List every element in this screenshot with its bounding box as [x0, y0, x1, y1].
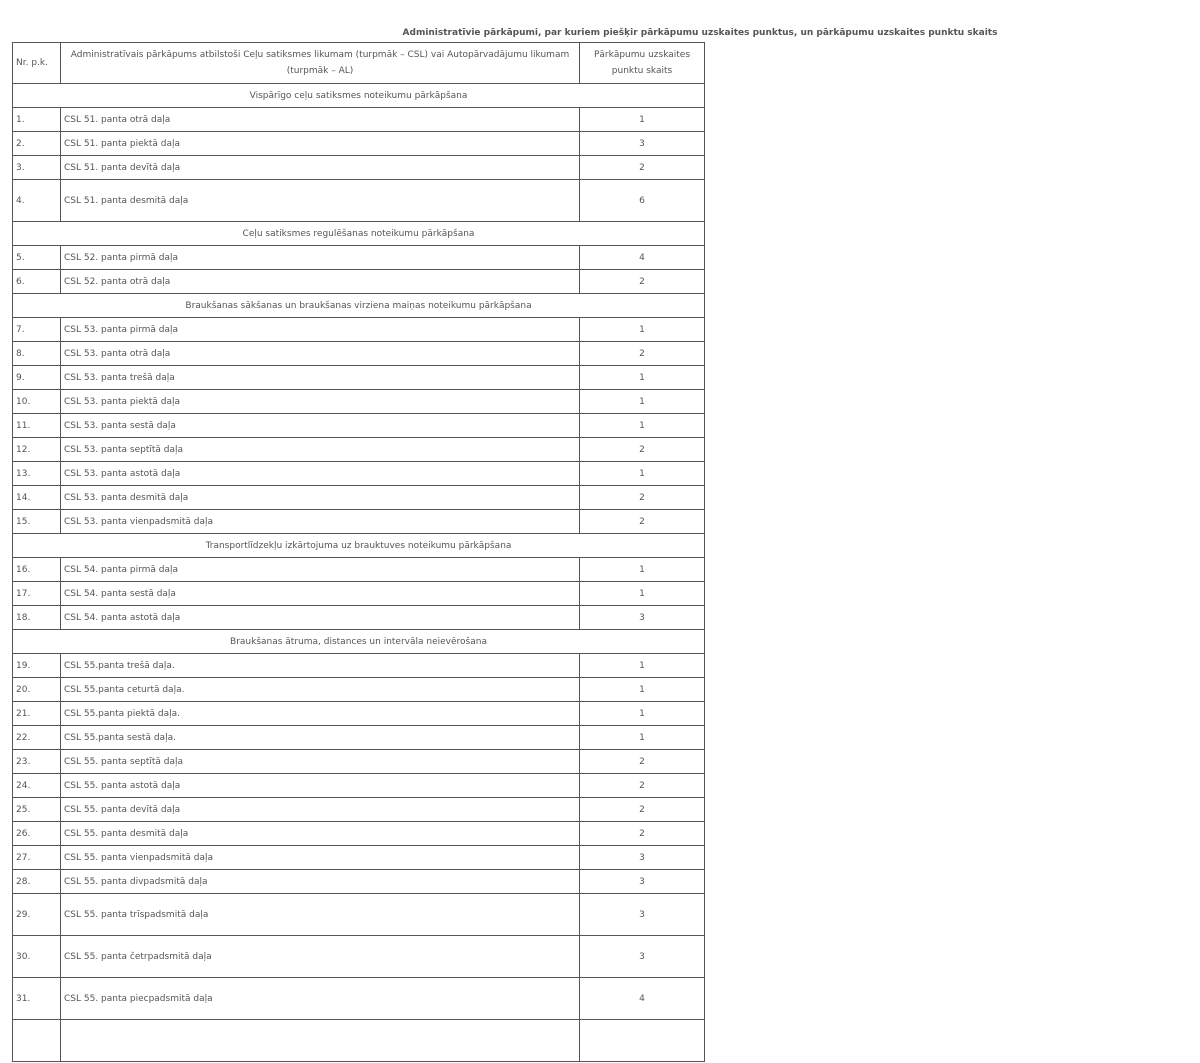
table-row — [13, 510, 705, 534]
offense-cell: CSL 55. panta septītā daļa — [61, 750, 580, 774]
table-row — [13, 774, 705, 798]
table-row — [13, 846, 705, 870]
offense-cell: CSL 55.panta ceturtā daļa. — [61, 678, 580, 702]
row-number — [13, 1020, 61, 1062]
points-cell: 2 — [580, 270, 705, 294]
offense-cell: CSL 55. panta trīspadsmitā daļa — [61, 894, 580, 936]
table-row — [13, 246, 705, 270]
row-number: 17. — [13, 582, 61, 606]
section-heading: Vispārīgo ceļu satiksmes noteikumu pārkāpšana — [13, 84, 705, 108]
offense-cell: CSL 53. panta sestā daļa — [61, 414, 580, 438]
offense-cell: CSL 53. panta astotā daļa — [61, 462, 580, 486]
points-cell: 2 — [580, 510, 705, 534]
offense-cell: CSL 51. panta devītā daļa — [61, 156, 580, 180]
offense-cell: CSL 55.panta sestā daļa. — [61, 726, 580, 750]
section-heading-row — [13, 222, 705, 246]
row-number: 4. — [13, 180, 61, 222]
points-cell: 2 — [580, 156, 705, 180]
offense-cell: CSL 53. panta pirmā daļa — [61, 318, 580, 342]
points-cell: 1 — [580, 318, 705, 342]
row-number: 1. — [13, 108, 61, 132]
offense-cell: CSL 53. panta trešā daļa — [61, 366, 580, 390]
table-row — [13, 936, 705, 978]
table-row — [13, 558, 705, 582]
row-number: 27. — [13, 846, 61, 870]
section-heading-row — [13, 534, 705, 558]
points-cell: 1 — [580, 702, 705, 726]
offense-cell: CSL 51. panta otrā daļa — [61, 108, 580, 132]
points-cell: 1 — [580, 390, 705, 414]
table-row — [13, 438, 705, 462]
offense-cell: CSL 54. panta pirmā daļa — [61, 558, 580, 582]
section-heading-row — [13, 294, 705, 318]
row-number: 11. — [13, 414, 61, 438]
table-row — [13, 606, 705, 630]
offense-cell: CSL 53. panta desmitā daļa — [61, 486, 580, 510]
table-row — [13, 582, 705, 606]
row-number: 12. — [13, 438, 61, 462]
table-row — [13, 270, 705, 294]
row-number: 6. — [13, 270, 61, 294]
offense-cell: CSL 55. panta piecpadsmitā daļa — [61, 978, 580, 1020]
table-row — [13, 702, 705, 726]
row-number: 18. — [13, 606, 61, 630]
offense-cell: CSL 51. panta desmitā daļa — [61, 180, 580, 222]
table-row — [13, 1020, 705, 1062]
table-row — [13, 108, 705, 132]
points-cell: 3 — [580, 870, 705, 894]
section-heading: Braukšanas ātruma, distances un intervāla neievērošana — [13, 630, 705, 654]
row-number: 23. — [13, 750, 61, 774]
table-row — [13, 870, 705, 894]
points-cell: 1 — [580, 654, 705, 678]
points-cell: 1 — [580, 582, 705, 606]
offense-cell: CSL 53. panta otrā daļa — [61, 342, 580, 366]
points-cell: 1 — [580, 414, 705, 438]
table-row — [13, 132, 705, 156]
points-cell: 2 — [580, 798, 705, 822]
header-offense: Administratīvais pārkāpums atbilstoši Ceļu satiksmes likumam (turpmāk – CSL) vai Autopārvadājumu likumam (turpmāk – AL) — [61, 43, 580, 84]
table-row — [13, 978, 705, 1020]
row-number: 15. — [13, 510, 61, 534]
points-cell: 1 — [580, 726, 705, 750]
points-cell: 3 — [580, 132, 705, 156]
table-row — [13, 462, 705, 486]
row-number: 3. — [13, 156, 61, 180]
points-cell: 3 — [580, 936, 705, 978]
row-number: 19. — [13, 654, 61, 678]
row-number: 30. — [13, 936, 61, 978]
offense-cell: CSL 55. panta četrpadsmitā daļa — [61, 936, 580, 978]
section-heading: Ceļu satiksmes regulēšanas noteikumu pārkāpšana — [13, 222, 705, 246]
table-header-row — [13, 43, 705, 84]
points-cell: 4 — [580, 246, 705, 270]
row-number: 8. — [13, 342, 61, 366]
points-cell: 1 — [580, 462, 705, 486]
offense-cell: CSL 53. panta vienpadsmitā daļa — [61, 510, 580, 534]
row-number: 31. — [13, 978, 61, 1020]
row-number: 22. — [13, 726, 61, 750]
table-row — [13, 894, 705, 936]
points-cell: 2 — [580, 486, 705, 510]
table-row — [13, 654, 705, 678]
section-heading: Braukšanas sākšanas un braukšanas virziena maiņas noteikumu pārkāpšana — [13, 294, 705, 318]
offense-cell: CSL 55.panta piektā daļa. — [61, 702, 580, 726]
offense-cell: CSL 55. panta divpadsmitā daļa — [61, 870, 580, 894]
header-points: Pārkāpumu uzskaites punktu skaits — [580, 43, 705, 84]
offense-cell: CSL 54. panta sestā daļa — [61, 582, 580, 606]
row-number: 16. — [13, 558, 61, 582]
points-cell: 2 — [580, 342, 705, 366]
table-body — [13, 84, 705, 1062]
table-row — [13, 366, 705, 390]
offense-cell: CSL 55.panta trešā daļa. — [61, 654, 580, 678]
row-number: 28. — [13, 870, 61, 894]
points-cell: 1 — [580, 366, 705, 390]
document-title: Administratīvie pārkāpumi, par kuriem piešķir pārkāpumu uzskaites punktus, un pārkāpumu uzskaites punktu skaits — [402, 28, 998, 38]
row-number: 26. — [13, 822, 61, 846]
section-heading-row — [13, 630, 705, 654]
table-row — [13, 390, 705, 414]
row-number: 7. — [13, 318, 61, 342]
header-nr: Nr. p.k. — [13, 43, 61, 84]
offense-cell: CSL 52. panta otrā daļa — [61, 270, 580, 294]
row-number: 5. — [13, 246, 61, 270]
section-heading: Transportlīdzekļu izkārtojuma uz brauktuves noteikumu pārkāpšana — [13, 534, 705, 558]
row-number: 24. — [13, 774, 61, 798]
offense-cell: CSL 53. panta piektā daļa — [61, 390, 580, 414]
offense-cell: CSL 55. panta astotā daļa — [61, 774, 580, 798]
row-number: 14. — [13, 486, 61, 510]
table-row — [13, 678, 705, 702]
points-cell: 1 — [580, 108, 705, 132]
offense-points-table — [12, 42, 705, 1062]
row-number: 25. — [13, 798, 61, 822]
table-row — [13, 318, 705, 342]
table-row — [13, 798, 705, 822]
row-number: 20. — [13, 678, 61, 702]
points-cell: 1 — [580, 558, 705, 582]
table-row — [13, 822, 705, 846]
points-cell: 3 — [580, 606, 705, 630]
table-row — [13, 726, 705, 750]
offense-cell: CSL 55. panta vienpadsmitā daļa — [61, 846, 580, 870]
section-heading-row — [13, 84, 705, 108]
row-number: 29. — [13, 894, 61, 936]
offense-cell — [61, 1020, 580, 1062]
row-number: 2. — [13, 132, 61, 156]
row-number: 21. — [13, 702, 61, 726]
points-cell: 3 — [580, 894, 705, 936]
table-row — [13, 180, 705, 222]
offense-cell: CSL 53. panta septītā daļa — [61, 438, 580, 462]
points-cell — [580, 1020, 705, 1062]
table-row — [13, 342, 705, 366]
table-row — [13, 156, 705, 180]
offense-cell: CSL 52. panta pirmā daļa — [61, 246, 580, 270]
row-number: 10. — [13, 390, 61, 414]
table-row — [13, 486, 705, 510]
row-number: 9. — [13, 366, 61, 390]
offense-cell: CSL 55. panta devītā daļa — [61, 798, 580, 822]
offense-cell: CSL 51. panta piektā daļa — [61, 132, 580, 156]
row-number: 13. — [13, 462, 61, 486]
points-cell: 1 — [580, 678, 705, 702]
table-row — [13, 414, 705, 438]
points-cell: 2 — [580, 750, 705, 774]
points-cell: 6 — [580, 180, 705, 222]
offense-cell: CSL 54. panta astotā daļa — [61, 606, 580, 630]
points-cell: 2 — [580, 774, 705, 798]
points-cell: 2 — [580, 822, 705, 846]
table-row — [13, 750, 705, 774]
points-cell: 4 — [580, 978, 705, 1020]
points-cell: 2 — [580, 438, 705, 462]
points-cell: 3 — [580, 846, 705, 870]
offense-cell: CSL 55. panta desmitā daļa — [61, 822, 580, 846]
